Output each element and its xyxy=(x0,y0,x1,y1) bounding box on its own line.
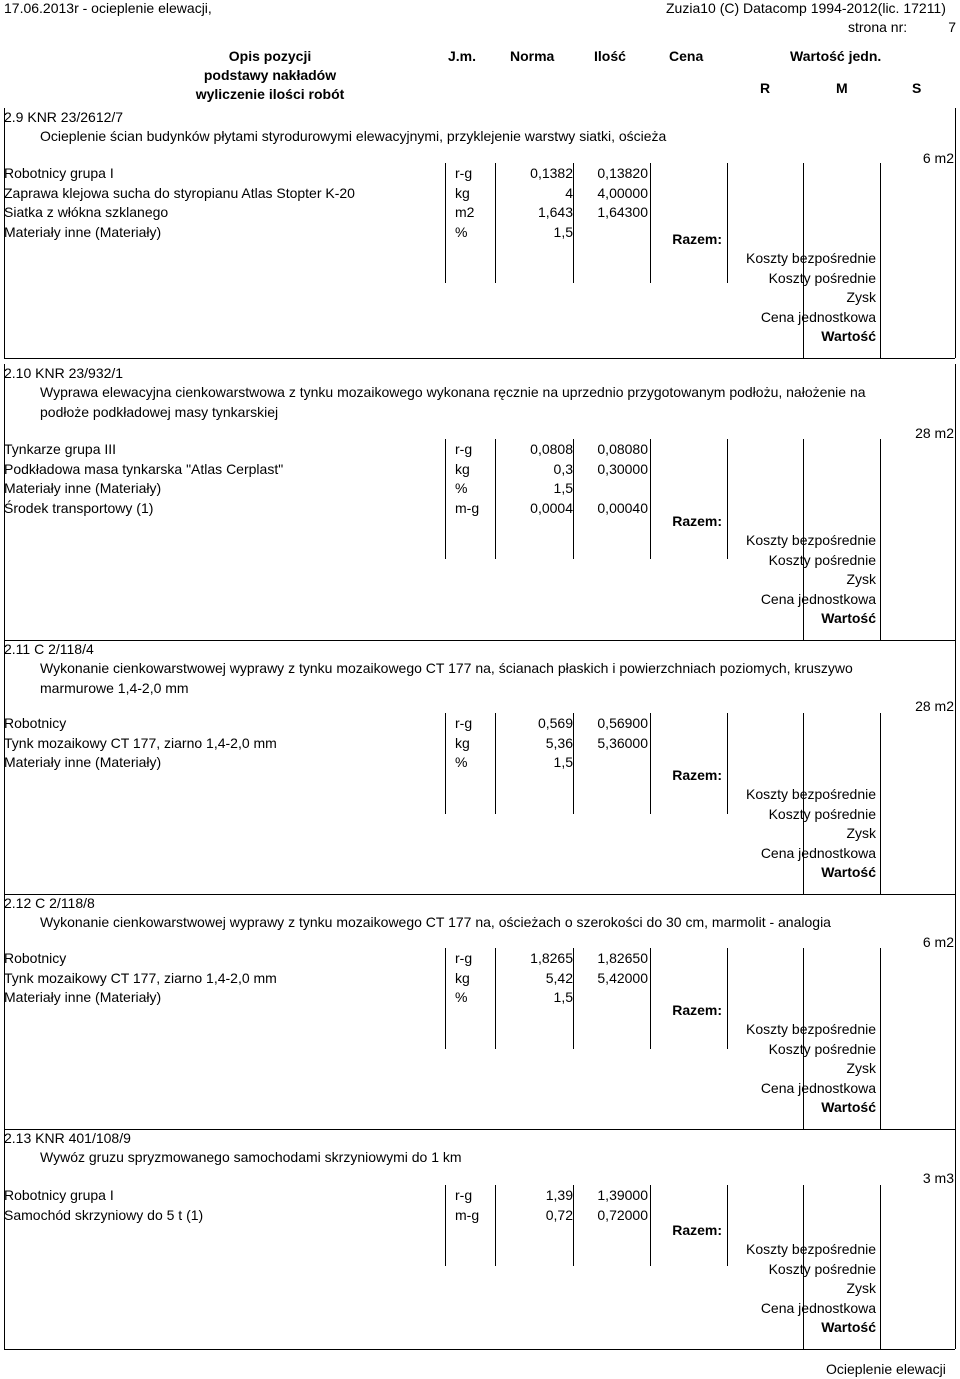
position-description: Wykonanie cienkowarstwowej wyprawy z tynku mozaikowego CT 177 na, ościeżach o szerokości do 30 cm, marmolit - analogia xyxy=(40,914,831,930)
summary-direct-costs: Koszty bezpośrednie xyxy=(746,1241,876,1257)
resource-quantity: 5,36000 xyxy=(597,734,648,751)
resource-unit: % xyxy=(455,989,468,1005)
resource-name: Robotnicy grupa I xyxy=(4,165,114,181)
resource-quantity: 5,42000 xyxy=(597,969,648,986)
grid-line xyxy=(880,713,881,894)
summary-direct-costs: Koszty bezpośrednie xyxy=(746,250,876,266)
summary-profit: Zysk xyxy=(846,289,876,305)
column-description-line2: podstawy nakładów xyxy=(203,67,337,83)
footer-label: Ocieplenie elewacji xyxy=(826,1361,946,1377)
grid-line xyxy=(445,948,446,1049)
resource-name: Tynkarze grupa III xyxy=(4,441,117,457)
resource-norm: 1,643 xyxy=(537,204,573,220)
grid-line xyxy=(445,439,446,559)
resource-unit: r-g xyxy=(455,1187,473,1203)
position-code: 2.11 C 2/118/4 xyxy=(4,641,94,657)
resource-name: Zaprawa klejowa sucha do styropianu Atlas Stopter K-20 xyxy=(4,184,355,201)
resource-name: Środek transportowy (1) xyxy=(4,499,154,516)
grid-line xyxy=(445,1185,446,1266)
summary-razem: Razem: xyxy=(672,512,722,529)
resource-norm: 0,3 xyxy=(553,460,573,477)
summary-value: Wartość xyxy=(821,610,876,626)
position-quantity: 6 m2 xyxy=(922,150,954,166)
summary-profit: Zysk xyxy=(846,825,876,841)
summary-profit: Zysk xyxy=(846,571,876,587)
resource-name: Tynk mozaikowy CT 177, ziarno 1,4-2,0 mm xyxy=(4,734,277,751)
document-title: 17.06.2013r - ocieplenie elewacji, xyxy=(4,0,212,16)
resource-quantity: 1,64300 xyxy=(597,204,648,220)
resource-name: Materiały inne (Materiały) xyxy=(4,480,162,496)
summary-value: Wartość xyxy=(821,864,876,880)
resource-quantity: 0,00040 xyxy=(597,499,648,516)
grid-line xyxy=(495,713,496,814)
grid-line xyxy=(573,439,574,559)
position-quantity: 28 m2 xyxy=(915,425,954,441)
resource-norm: 1,39 xyxy=(545,1187,573,1203)
grid-line xyxy=(495,439,496,559)
resource-name: Samochód skrzyniowy do 5 t (1) xyxy=(4,1206,204,1223)
resource-norm: 1,8265 xyxy=(530,950,573,966)
column-m: M xyxy=(836,80,848,96)
grid-line xyxy=(880,1185,881,1349)
grid-line xyxy=(573,948,574,1049)
resource-name: Tynk mozaikowy CT 177, ziarno 1,4-2,0 mm xyxy=(4,969,277,986)
summary-indirect-costs: Koszty pośrednie xyxy=(768,1040,876,1057)
resource-quantity: 0,56900 xyxy=(597,715,648,731)
summary-razem: Razem: xyxy=(672,1221,722,1238)
summary-indirect-costs: Koszty pośrednie xyxy=(768,269,876,286)
summary-profit: Zysk xyxy=(846,1060,876,1076)
summary-razem: Razem: xyxy=(672,766,722,783)
resource-name: Materiały inne (Materiały) xyxy=(4,223,162,240)
grid-line xyxy=(573,1185,574,1266)
summary-direct-costs: Koszty bezpośrednie xyxy=(746,1021,876,1037)
resource-unit: kg xyxy=(455,969,470,986)
column-norm: Norma xyxy=(510,48,555,64)
resource-unit: m2 xyxy=(455,204,475,220)
summary-unit-price: Cena jednostkowa xyxy=(760,844,876,861)
resource-unit: % xyxy=(455,754,468,770)
resource-norm: 0,0004 xyxy=(530,499,573,516)
summary-unit-price: Cena jednostkowa xyxy=(760,308,876,325)
column-quantity: Ilość xyxy=(594,48,626,64)
resource-unit: kg xyxy=(455,184,470,201)
resource-norm: 1,5 xyxy=(553,480,573,496)
position-description: Wyprawa elewacyjna cienkowarstwowa z tynku mozaikowego wykonana ręcznie na uprzednio przygotowanym podłożu, nałożenie na xyxy=(40,384,866,400)
summary-profit: Zysk xyxy=(846,1280,876,1296)
resource-norm: 4 xyxy=(565,184,573,201)
column-description-line1: Opis pozycji xyxy=(228,48,312,64)
resource-unit: % xyxy=(455,480,468,496)
resource-unit: kg xyxy=(455,460,470,477)
resource-norm: 0,0808 xyxy=(530,441,573,457)
summary-razem: Razem: xyxy=(672,230,722,247)
resource-norm: 1,5 xyxy=(553,989,573,1005)
position-description: Wywóz gruzu spryzmowanego samochodami skrzyniowymi do 1 km xyxy=(40,1149,462,1165)
position-description-cont: marmurowe 1,4-2,0 mm xyxy=(40,680,189,696)
grid-line xyxy=(880,163,881,358)
column-unit-value: Wartość jedn. xyxy=(790,48,882,64)
grid-line xyxy=(573,163,574,283)
grid-line xyxy=(495,163,496,283)
resource-quantity: 0,08080 xyxy=(597,441,648,457)
resource-norm: 0,1382 xyxy=(530,165,573,181)
resource-unit: kg xyxy=(455,734,470,751)
resource-name: Podkładowa masa tynkarska "Atlas Cerplast" xyxy=(4,460,284,477)
resource-norm: 0,569 xyxy=(537,715,573,731)
resource-name: Materiały inne (Materiały) xyxy=(4,989,162,1005)
summary-direct-costs: Koszty bezpośrednie xyxy=(746,532,876,548)
summary-unit-price: Cena jednostkowa xyxy=(760,1299,876,1316)
resource-name: Robotnicy xyxy=(4,950,67,966)
column-r: R xyxy=(760,80,771,96)
resource-norm: 1,5 xyxy=(553,223,573,240)
position-description: Ocieplenie ścian budynków płytami styrodurowymi elewacyjnymi, przyklejenie warstwy siatki, ościeża xyxy=(40,128,667,144)
summary-value: Wartość xyxy=(821,1099,876,1115)
resource-norm: 5,42 xyxy=(545,969,573,986)
position-code: 2.13 KNR 401/108/9 xyxy=(4,1130,131,1146)
summary-unit-price: Cena jednostkowa xyxy=(760,590,876,607)
position-description: Wykonanie cienkowarstwowej wyprawy z tynku mozaikowego CT 177 na, ścianach płaskich i powierzchniach poziomych, kruszywo xyxy=(40,660,853,676)
summary-direct-costs: Koszty bezpośrednie xyxy=(746,786,876,802)
position-divider xyxy=(4,1349,955,1350)
resource-quantity: 4,00000 xyxy=(597,184,648,201)
resource-unit: r-g xyxy=(455,441,473,457)
resource-unit: r-g xyxy=(455,165,473,181)
resource-unit: r-g xyxy=(455,950,473,966)
column-s: S xyxy=(912,80,922,96)
resource-unit: % xyxy=(455,223,468,240)
column-price: Cena xyxy=(669,48,704,64)
position-code: 2.9 KNR 23/2612/7 xyxy=(4,109,124,125)
grid-line xyxy=(880,948,881,1129)
grid-line xyxy=(573,713,574,814)
resource-unit: r-g xyxy=(455,715,473,731)
resource-unit: m-g xyxy=(455,499,480,516)
resource-quantity: 0,13820 xyxy=(597,165,648,181)
grid-line xyxy=(495,948,496,1049)
column-description-line3: wyliczenie ilości robót xyxy=(195,86,345,102)
summary-indirect-costs: Koszty pośrednie xyxy=(768,551,876,568)
resource-norm: 5,36 xyxy=(545,734,573,751)
grid-line xyxy=(880,439,881,640)
page-number-label: strona nr: xyxy=(848,19,908,35)
summary-unit-price: Cena jednostkowa xyxy=(760,1079,876,1096)
position-quantity: 3 m3 xyxy=(922,1170,954,1186)
position-code: 2.12 C 2/118/8 xyxy=(4,895,95,911)
resource-name: Robotnicy grupa I xyxy=(4,1187,114,1203)
summary-indirect-costs: Koszty pośrednie xyxy=(768,805,876,822)
resource-name: Robotnicy xyxy=(4,715,67,731)
resource-unit: m-g xyxy=(455,1206,480,1223)
summary-value: Wartość xyxy=(821,1319,876,1335)
resource-quantity: 0,30000 xyxy=(597,460,648,477)
summary-indirect-costs: Koszty pośrednie xyxy=(768,1260,876,1277)
resource-norm: 0,72 xyxy=(545,1206,573,1223)
software-info: Zuzia10 (C) Datacomp 1994-2012(lic. 17211) xyxy=(666,0,946,16)
summary-value: Wartość xyxy=(821,328,876,344)
resource-quantity: 0,72000 xyxy=(597,1206,648,1223)
position-code: 2.10 KNR 23/932/1 xyxy=(4,365,124,381)
page-number: 7 xyxy=(948,19,956,35)
resource-norm: 1,5 xyxy=(553,754,573,770)
column-unit: J.m. xyxy=(448,48,477,64)
position-description-cont: podłoże podkładowej masy tynkarskiej xyxy=(40,404,279,420)
grid-line xyxy=(495,1185,496,1266)
resource-name: Siatka z włókna szklanego xyxy=(4,204,169,220)
resource-quantity: 1,82650 xyxy=(597,950,648,966)
position-quantity: 28 m2 xyxy=(915,698,954,714)
position-divider xyxy=(4,358,955,359)
summary-razem: Razem: xyxy=(672,1001,722,1018)
grid-line xyxy=(445,713,446,814)
resource-quantity: 1,39000 xyxy=(597,1187,648,1203)
resource-name: Materiały inne (Materiały) xyxy=(4,754,162,770)
grid-line xyxy=(445,163,446,283)
position-quantity: 6 m2 xyxy=(922,934,954,950)
